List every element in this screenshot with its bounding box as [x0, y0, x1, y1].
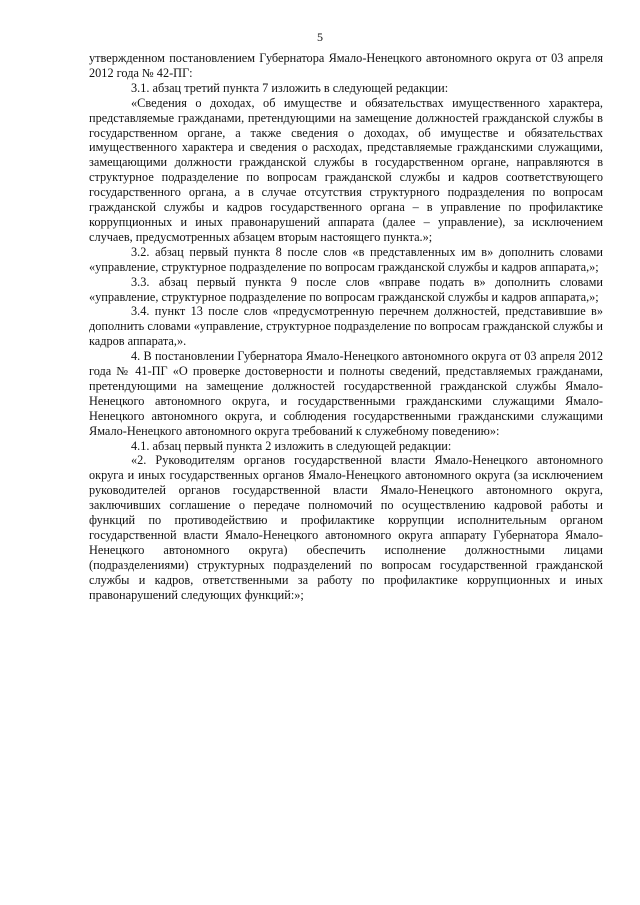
paragraph-3-1-quote: «Сведения о доходах, об имуществе и обязательствах имущественного характера, представляемые гражданами, претендующими на замещение должностей гражданской службы в государственном органе, а также сведения о доходах, об имуществе и обязательствах имущественного характера и сведения о расходах, представляемые гражданскими служащими, замещающими должности гражданской службы в государственном органе, направляются в структурное подразделение по вопросам гражданской службы и кадров соответствующего государственного органа, а в случае отсутствия структурного подразделения по вопросам гражданской службы и кадров государственного органа – в управление по профилактике коррупционных и иных правонарушений аппарата (далее – управление), за исключением случаев, предусмотренных абзацем вторым настоящего пункта.»; — [89, 95, 603, 244]
paragraph-3-4: 3.4. пункт 13 после слов «предусмотренную перечнем должностей, представившие в» дополнить словами «управление, структурное подразделение по вопросам гражданской службы и кадров аппарата,». — [89, 304, 603, 349]
paragraph-3-3: 3.3. абзац первый пункта 9 после слов «вправе подать в» дополнить словами «управление, структурное подразделение по вопросам гражданской службы и кадров аппарата,»; — [89, 274, 603, 304]
page-number: 5 — [317, 30, 323, 44]
document-body — [89, 51, 603, 603]
paragraph-4: 4. В постановлении Губернатора Ямало-Ненецкого автономного округа от 03 апреля 2012 года № 41-ПГ «О проверке достоверности и полноты сведений, представляемых гражданами, претендующими на замещение должностей государственной гражданской службы Ямало-Ненецкого автономного округа, и государственными гражданскими служащими Ямало-Ненецкого автономного округа, и соблюдения государственными гражданскими служащими Ямало-Ненецкого автономного округа требований к служебному поведению»: — [89, 349, 603, 438]
paragraph-3-1: 3.1. абзац третий пункта 7 изложить в следующей редакции: — [131, 80, 449, 95]
paragraph-4-1: 4.1. абзац первый пункта 2 изложить в следующей редакции: — [131, 438, 452, 453]
paragraph-intro: утвержденном постановлением Губернатора Ямало-Ненецкого автономного округа от 03 апреля 2012 года № 42-ПГ: — [89, 51, 603, 80]
paragraph-4-1-quote: «2. Руководителям органов государственной власти Ямало-Ненецкого автономного округа и иных государственных органов Ямало-Ненецкого автономного округа (за исключением руководителей органов государственной власти Ямало-Ненецкого автономного округа, заключивших соглашение о передаче полномочий по осуществлению кадровой работы и функций по противодействию и профилактике коррупции исполнительным органом государственной власти Ямало-Ненецкого автономного округа аппарату Губернатора Ямало-Ненецкого автономного округа) обеспечить исполнение должностными лицами (подразделениями) структурных подразделений по вопросам государственной гражданской службы и кадров, ответственными за работу по профилактике коррупционных и иных правонарушений следующих функций:»; — [89, 453, 603, 602]
paragraph-3-2: 3.2. абзац первый пункта 8 после слов «в представленных им в» дополнить словами «управление, структурное подразделение по вопросам гражданской службы и кадров аппарата,»; — [89, 244, 603, 274]
